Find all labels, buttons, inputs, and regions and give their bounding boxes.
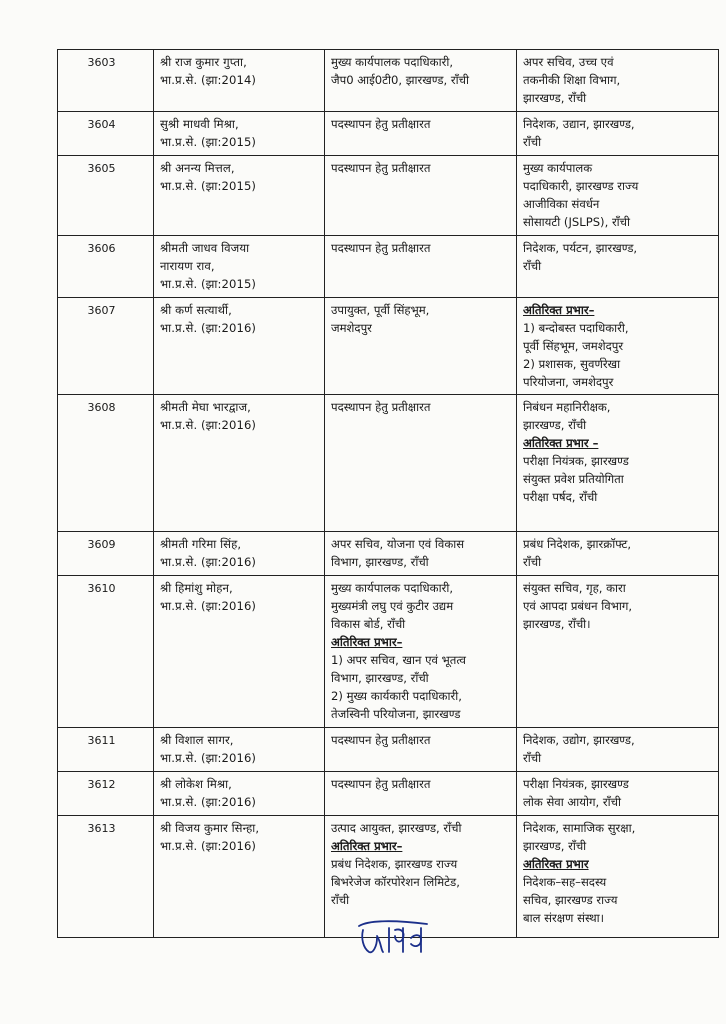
new-posting-cell	[517, 297, 719, 395]
officer-name-cell	[154, 772, 325, 816]
new-posting-cell	[517, 235, 719, 297]
current-posting-cell	[325, 728, 517, 772]
additional-charge-heading: अतिरिक्त प्रभार	[523, 856, 589, 871]
officer-name-line: श्री विजय कुमार सिन्हा,	[160, 821, 260, 836]
officer-name-line: भा.प्र.से. (झा:2014)	[160, 72, 257, 87]
posting-line: प्रबंध निदेशक, झारक्रॉफ्ट,	[523, 537, 632, 552]
serial-number-cell: 3612	[58, 772, 154, 816]
posting-line: विभाग, झारखण्ड, राँची	[331, 555, 429, 570]
additional-charge-heading: अतिरिक्त प्रभार–	[331, 839, 403, 853]
serial-number-cell: 3611	[58, 728, 154, 772]
table-row	[58, 728, 719, 772]
posting-line: पदस्थापन हेतु प्रतीक्षारत	[331, 160, 431, 175]
posting-line: मुख्य कार्यपालक	[523, 160, 593, 175]
posting-line: झारखण्ड, राँची।	[523, 617, 591, 632]
serial-number-cell: 3610	[58, 576, 154, 728]
new-posting-cell	[517, 155, 719, 235]
officer-name-line: भा.प्र.से. (झा:2015)	[160, 134, 257, 149]
officer-name-line: सुश्री माधवी मिश्रा,	[160, 116, 239, 131]
posting-line: तकनीकी शिक्षा विभाग,	[523, 72, 621, 87]
posting-table-body	[58, 50, 719, 938]
posting-line: पदस्थापन हेतु प्रतीक्षारत	[331, 116, 431, 131]
new-posting-cell	[517, 576, 719, 728]
posting-line: अपर सचिव, योजना एवं विकास	[331, 537, 465, 552]
posting-line: 1) अपर सचिव, खान एवं भूतत्व	[331, 653, 466, 668]
table-row	[58, 111, 719, 155]
officer-name-line: भा.प्र.से. (झा:2016)	[160, 555, 257, 570]
table-row	[58, 235, 719, 297]
officer-name-line: भा.प्र.से. (झा:2016)	[160, 599, 257, 614]
posting-line: राँची	[523, 134, 542, 149]
posting-line: 2) मुख्य कार्यकारी पदाधिकारी,	[331, 689, 462, 704]
posting-line: विकास बोर्ड, राँची	[331, 617, 406, 632]
signature-icon	[355, 916, 435, 964]
officer-name-line: भा.प्र.से. (झा:2016)	[160, 751, 257, 766]
new-posting-cell	[517, 111, 719, 155]
serial-number-cell: 3609	[58, 532, 154, 576]
new-posting-cell	[517, 816, 719, 938]
officer-name-cell	[154, 155, 325, 235]
table-row	[58, 576, 719, 728]
table-row	[58, 532, 719, 576]
posting-line: परीक्षा नियंत्रक, झारखण्ड	[523, 454, 629, 469]
officer-name-line: भा.प्र.से. (झा:2015)	[160, 276, 257, 291]
officer-name-cell	[154, 816, 325, 938]
officer-name-line: भा.प्र.से. (झा:2016)	[160, 839, 257, 853]
posting-line: मुख्यमंत्री लघु एवं कुटीर उद्यम	[331, 599, 454, 614]
posting-line: तेजस्विनी परियोजना, झारखण्ड	[331, 707, 461, 722]
posting-line: एवं आपदा प्रबंधन विभाग,	[523, 599, 633, 614]
posting-line: पदाधिकारी, झारखण्ड राज्य	[523, 178, 639, 193]
posting-line: निदेशक, पर्यटन, झारखण्ड,	[523, 240, 638, 255]
serial-number-cell: 3607	[58, 297, 154, 395]
posting-line: बाल संरक्षण संस्था।	[523, 910, 605, 925]
current-posting-cell	[325, 395, 517, 532]
posting-line: परीक्षा पर्षद, राँची	[523, 490, 598, 505]
posting-line: मुख्य कार्यपालक पदाधिकारी,	[331, 55, 454, 69]
posting-line: निदेशक, उद्योग, झारखण्ड,	[523, 733, 635, 748]
current-posting-cell	[325, 297, 517, 395]
posting-line: 2) प्रशासक, सुवर्णरेखा	[523, 356, 621, 371]
current-posting-cell	[325, 50, 517, 112]
officer-name-line: श्री हिमांशु मोहन,	[160, 581, 233, 596]
new-posting-cell	[517, 50, 719, 112]
officer-name-line: नारायण राव,	[160, 258, 215, 273]
officer-name-cell	[154, 728, 325, 772]
posting-line: जैप0 आई0टी0, झारखण्ड, राँची	[331, 72, 469, 87]
posting-line: मुख्य कार्यपालक पदाधिकारी,	[331, 581, 454, 596]
current-posting-cell	[325, 155, 517, 235]
officer-name-cell	[154, 111, 325, 155]
posting-line: परीक्षा नियंत्रक, झारखण्ड	[523, 777, 629, 792]
serial-number-cell: 3613	[58, 816, 154, 938]
officer-name-cell	[154, 297, 325, 395]
posting-line: राँची	[523, 555, 542, 570]
serial-number-cell: 3603	[58, 50, 154, 112]
posting-line: सोसायटी (JSLPS), राँची	[523, 214, 631, 229]
posting-line: झारखण्ड, राँची	[523, 418, 587, 433]
current-posting-cell	[325, 772, 517, 816]
officer-name-line: श्री विशाल सागर,	[160, 733, 234, 748]
officer-name-cell	[154, 235, 325, 297]
posting-line: पदस्थापन हेतु प्रतीक्षारत	[331, 400, 431, 415]
posting-line: पदस्थापन हेतु प्रतीक्षारत	[331, 240, 431, 255]
posting-line: निबंधन महानिरीक्षक,	[523, 400, 611, 415]
officer-name-line: श्रीमती जाधव विजया	[160, 240, 250, 255]
serial-number-cell: 3605	[58, 155, 154, 235]
current-posting-cell	[325, 111, 517, 155]
officer-name-cell	[154, 395, 325, 532]
officer-name-line: श्री लोकेश मिश्रा,	[160, 777, 232, 792]
posting-line: लोक सेवा आयोग, राँची	[523, 795, 622, 810]
officer-name-line: भा.प्र.से. (झा:2016)	[160, 418, 257, 433]
new-posting-cell	[517, 772, 719, 816]
additional-charge-heading: अतिरिक्त प्रभार –	[523, 436, 599, 451]
current-posting-cell	[325, 235, 517, 297]
serial-number-cell: 3608	[58, 395, 154, 532]
posting-line: राँची	[523, 751, 542, 766]
table-row	[58, 155, 719, 235]
officer-name-line: भा.प्र.से. (झा:2016)	[160, 320, 257, 335]
officer-name-line: भा.प्र.से. (झा:2016)	[160, 795, 257, 810]
table-row	[58, 772, 719, 816]
posting-line: संयुक्त प्रवेश प्रतियोगिता	[523, 472, 624, 487]
posting-line: विभाग, झारखण्ड, राँची	[331, 671, 429, 686]
posting-line: पदस्थापन हेतु प्रतीक्षारत	[331, 777, 431, 792]
new-posting-cell	[517, 532, 719, 576]
new-posting-cell	[517, 728, 719, 772]
posting-line: सचिव, झारखण्ड राज्य	[523, 892, 618, 907]
posting-line: झारखण्ड, राँची	[523, 839, 587, 853]
posting-line: राँची	[523, 258, 542, 273]
additional-charge-heading: अतिरिक्त प्रभार–	[523, 302, 595, 317]
table-row	[58, 395, 719, 532]
posting-line: संयुक्त सचिव, गृह, कारा	[523, 581, 626, 596]
posting-line: 1) बन्दोबस्त पदाधिकारी,	[523, 320, 629, 335]
table-row	[58, 50, 719, 112]
officer-name-line: श्रीमती मेघा भारद्वाज,	[160, 400, 251, 415]
posting-line: आजीविका संवर्धन	[523, 196, 600, 211]
posting-line: पदस्थापन हेतु प्रतीक्षारत	[331, 733, 431, 748]
current-posting-cell	[325, 576, 517, 728]
officer-name-line: श्री अनन्य मित्तल,	[160, 160, 235, 175]
serial-number-cell: 3606	[58, 235, 154, 297]
posting-table	[57, 49, 719, 938]
posting-line: बिभरेजेज कॉरपोरेशन लिमिटेड,	[331, 874, 460, 889]
officer-name-cell	[154, 50, 325, 112]
posting-line: झारखण्ड, राँची	[523, 90, 587, 105]
serial-number-cell: 3604	[58, 111, 154, 155]
officer-name-line: भा.प्र.से. (झा:2015)	[160, 178, 257, 193]
table-row	[58, 297, 719, 395]
posting-line: पूर्वी सिंहभूम, जमशेदपुर	[523, 338, 624, 353]
posting-line: राँची	[331, 892, 350, 907]
posting-line: निदेशक–सह–सदस्य	[523, 874, 607, 889]
posting-line: प्रबंध निदेशक, झारखण्ड राज्य	[331, 856, 458, 871]
posting-line: निदेशक, उद्यान, झारखण्ड,	[523, 116, 635, 131]
additional-charge-heading: अतिरिक्त प्रभार–	[331, 635, 403, 650]
current-posting-cell	[325, 532, 517, 576]
posting-line: परियोजना, जमशेदपुर	[523, 374, 614, 389]
officer-name-line: श्री कर्ण सत्यार्थी,	[160, 302, 232, 317]
posting-line: निदेशक, सामाजिक सुरक्षा,	[523, 821, 636, 836]
posting-line: अपर सचिव, उच्च एवं	[523, 55, 614, 69]
officer-name-line: श्री राज कुमार गुप्ता,	[160, 55, 247, 69]
posting-line: उपायुक्त, पूर्वी सिंहभूम,	[331, 302, 430, 317]
officer-name-cell	[154, 576, 325, 728]
posting-line: उत्पाद आयुक्त, झारखण्ड, राँची	[331, 821, 462, 836]
new-posting-cell	[517, 395, 719, 532]
officer-name-cell	[154, 532, 325, 576]
posting-line: जमशेदपुर	[331, 320, 372, 335]
officer-name-line: श्रीमती गरिमा सिंह,	[160, 537, 242, 552]
